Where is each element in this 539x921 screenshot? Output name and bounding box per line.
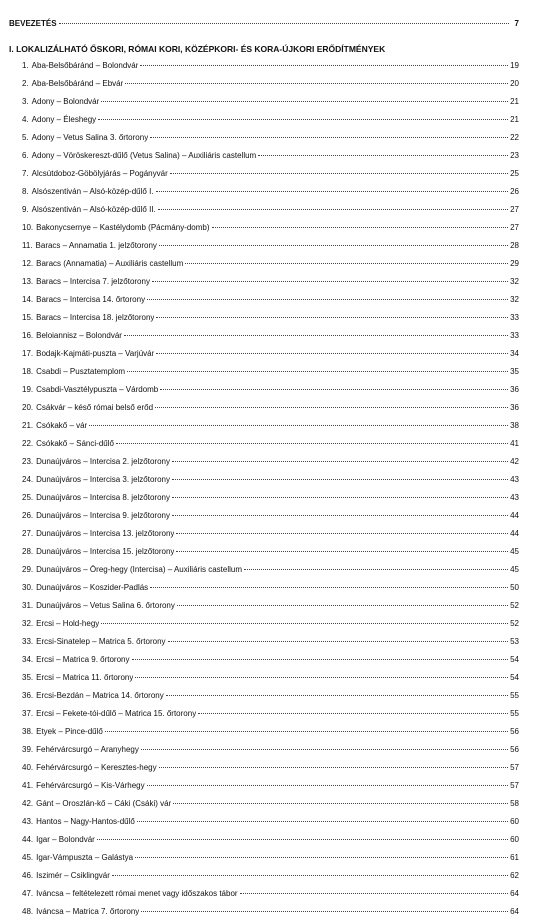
toc-entry-page: 25: [510, 169, 519, 178]
toc-entry-label: [22, 813, 135, 831]
intro-page: 7: [514, 19, 519, 28]
dot-leader: [101, 623, 508, 624]
toc-entry-title: Dunaújváros – Vetus Salina 6. őrtorony: [36, 601, 175, 610]
toc-entry-page: 45: [510, 547, 519, 556]
dot-leader: [116, 443, 508, 444]
toc-entry-title: Ercsi – Hold-hegy: [36, 619, 100, 628]
toc-entry-number: 46.: [22, 871, 34, 880]
dot-leader: [240, 893, 509, 894]
toc-entry-number: 20.: [22, 403, 34, 412]
toc-entry: [9, 183, 519, 201]
toc-entry: [9, 435, 519, 453]
toc-entry-title: Csókakő – vár: [36, 421, 88, 430]
toc-entry-label: [22, 309, 154, 327]
toc-entry: [9, 309, 519, 327]
toc-entry-page: 54: [510, 673, 519, 682]
toc-entry-page: 23: [510, 151, 519, 160]
toc-entry-label: [22, 633, 166, 651]
toc-entry: [9, 795, 519, 813]
toc-entry-label: [22, 165, 168, 183]
toc-entry-title: Baracs (Annamatia) – Auxiliáris castellum: [36, 259, 184, 268]
toc-entry: [9, 525, 519, 543]
toc-entry-title: Beloiannisz – Bolondvár: [36, 331, 122, 340]
toc-entry: [9, 579, 519, 597]
toc-entry-number: 24.: [22, 475, 34, 484]
toc-entry-label: [22, 831, 95, 849]
toc-entry: [9, 777, 519, 795]
toc-entry-title: Fehérvárcsurgó – Kis-Várhegy: [36, 781, 145, 790]
toc-entry: [9, 813, 519, 831]
toc-entry-page: 60: [510, 817, 519, 826]
toc-entry-title: Dunaújváros – Öreg-hegy (Intercisa) – Auxiliáris castellum: [36, 565, 242, 574]
toc-entry-page: 21: [510, 115, 519, 124]
toc-entry-page: 33: [510, 331, 519, 340]
toc-entry-label: [22, 417, 87, 435]
toc-entry-label: [22, 849, 133, 867]
toc-entry-number: 1.: [22, 61, 29, 70]
dot-leader: [160, 389, 508, 390]
chapter-heading: [9, 41, 519, 57]
toc-entry-page: 56: [510, 745, 519, 754]
toc-entry: [9, 489, 519, 507]
toc-entry-label: [22, 795, 171, 813]
toc-entry-page: 27: [510, 223, 519, 232]
dot-leader: [98, 119, 508, 120]
toc-entry-title: Iváncsa – feltételezett római menet vagy időszakos tábor: [36, 889, 238, 898]
toc-entry-title: Dunaújváros – Intercisa 9. jelzőtorony: [36, 511, 170, 520]
toc-entry-label: [22, 669, 133, 687]
toc-entry-title: Baracs – Annamatia 1. jelzőtorony: [35, 241, 157, 250]
toc-entry-label: [22, 345, 154, 363]
toc-entry-title: Dunaújváros – Intercisa 8. jelzőtorony: [36, 493, 170, 502]
dot-leader: [137, 821, 508, 822]
toc-entry-title: Dunaújváros – Intercisa 13. jelzőtorony: [36, 529, 175, 538]
toc-entry: [9, 147, 519, 165]
toc-entry-number: 3.: [22, 97, 29, 106]
toc-entry: [9, 381, 519, 399]
toc-entry-title: Dunaújváros – Koszider-Padlás: [36, 583, 149, 592]
dot-leader: [112, 875, 508, 876]
toc-entry-title: Ercsi – Fekete-tói-dűlő – Matrica 15. őrtorony: [36, 709, 197, 718]
toc-entry-page: 55: [510, 691, 519, 700]
dot-leader: [135, 857, 508, 858]
dot-leader: [89, 425, 508, 426]
toc-entry-number: 34.: [22, 655, 34, 664]
dot-leader: [244, 569, 508, 570]
toc-entry-label: [22, 183, 154, 201]
toc-entry-page: 34: [510, 349, 519, 358]
toc-entry-number: 18.: [22, 367, 34, 376]
toc-entry-page: 36: [510, 403, 519, 412]
toc-entry-number: 2.: [22, 79, 29, 88]
toc-entry-label: [22, 273, 150, 291]
toc-entry-title: Bakonycsernye – Kastélydomb (Pácmány-domb): [36, 223, 210, 232]
dot-leader: [168, 641, 509, 642]
toc-entry-page: 38: [510, 421, 519, 430]
toc-entry-title: Igar – Bolondvár: [36, 835, 95, 844]
toc-entry-list: [9, 57, 519, 921]
toc-entry-number: 13.: [22, 277, 34, 286]
toc-entry: [9, 399, 519, 417]
toc-entry-label: [22, 399, 153, 417]
toc-entry-title: Baracs – Intercisa 14. őrtorony: [36, 295, 146, 304]
toc-entry-page: 57: [510, 763, 519, 772]
toc-entry-label: [22, 363, 125, 381]
toc-entry: [9, 129, 519, 147]
toc-entry-number: 48.: [22, 907, 34, 916]
toc-entry-number: 31.: [22, 601, 34, 610]
toc-entry-title: Ercsi-Sinatelep – Matrica 5. őrtorony: [36, 637, 166, 646]
toc-intro-row: [9, 15, 519, 33]
toc-entry-label: [22, 201, 156, 219]
toc-entry-number: 5.: [22, 133, 29, 142]
toc-entry-page: 20: [510, 79, 519, 88]
toc-entry-number: 26.: [22, 511, 34, 520]
toc-entry-page: 43: [510, 475, 519, 484]
toc-entry-title: Dunaújváros – Intercisa 3. jelzőtorony: [36, 475, 170, 484]
toc-entry: [9, 219, 519, 237]
toc-entry-number: 21.: [22, 421, 34, 430]
toc-entry-number: 17.: [22, 349, 34, 358]
toc-entry-label: [22, 597, 175, 615]
toc-entry-label: [22, 219, 210, 237]
toc-entry: [9, 561, 519, 579]
toc-entry-number: 15.: [22, 313, 34, 322]
toc-entry-label: [22, 93, 99, 111]
chapter-title: I. LOKALIZÁLHATÓ ŐSKORI, RÓMAI KORI, KÖZÉPKORI- ÉS KORA-ÚJKORI ERŐDÍTMÉNYEK: [9, 44, 386, 54]
toc-entry-title: Csabdi-Vasztélypuszta – Várdomb: [36, 385, 159, 394]
toc-entry: [9, 291, 519, 309]
toc-entry: [9, 759, 519, 777]
toc-entry-page: 27: [510, 205, 519, 214]
toc-entry: [9, 723, 519, 741]
toc-entry: [9, 57, 519, 75]
toc-entry-number: 27.: [22, 529, 34, 538]
toc-entry: [9, 201, 519, 219]
toc-entry-page: 64: [510, 889, 519, 898]
toc-entry: [9, 93, 519, 111]
toc-entry: [9, 831, 519, 849]
dot-leader: [172, 497, 508, 498]
toc-entry: [9, 417, 519, 435]
toc-entry-label: [22, 57, 138, 75]
toc-entry-label: [22, 543, 174, 561]
toc-entry-page: 29: [510, 259, 519, 268]
toc-entry: [9, 507, 519, 525]
toc-entry-title: Csákvár – késő római belső erőd: [36, 403, 154, 412]
dot-leader: [159, 767, 508, 768]
dot-leader: [212, 227, 509, 228]
dot-leader: [176, 551, 508, 552]
toc-entry-page: 21: [510, 97, 519, 106]
toc-entry-number: 43.: [22, 817, 34, 826]
toc-entry-label: [22, 381, 158, 399]
toc-entry-label: [22, 111, 96, 129]
dot-leader: [258, 155, 508, 156]
dot-leader: [156, 353, 508, 354]
dot-leader: [147, 299, 508, 300]
dot-leader: [140, 65, 508, 66]
toc-entry: [9, 885, 519, 903]
toc-entry: [9, 633, 519, 651]
toc-entry-label: [22, 471, 170, 489]
toc-entry: [9, 111, 519, 129]
toc-entry-number: 40.: [22, 763, 34, 772]
toc-entry-label: [22, 777, 145, 795]
intro-label: BEVEZETÉS: [9, 19, 57, 28]
toc-entry-title: Ercsi – Matrica 11. őrtorony: [36, 673, 134, 682]
toc-entry-label: [22, 525, 174, 543]
toc-entry: [9, 363, 519, 381]
toc-entry-title: Ercsi-Bezdán – Matrica 14. őrtorony: [36, 691, 164, 700]
dot-leader: [141, 911, 508, 912]
toc-entry-number: 6.: [22, 151, 29, 160]
toc-entry-label: [22, 255, 183, 273]
toc-entry-title: Dunaújváros – Intercisa 15. jelzőtorony: [36, 547, 175, 556]
toc-entry-number: 35.: [22, 673, 34, 682]
toc-entry-number: 14.: [22, 295, 34, 304]
toc-entry: [9, 273, 519, 291]
dot-leader: [155, 407, 508, 408]
toc-entry-page: 53: [510, 637, 519, 646]
dot-leader: [150, 137, 508, 138]
toc-entry-title: Adony – Éleshegy: [31, 115, 97, 124]
toc-entry-page: 57: [510, 781, 519, 790]
toc-entry-number: 8.: [22, 187, 29, 196]
toc-entry-page: 35: [510, 367, 519, 376]
dot-leader: [173, 803, 508, 804]
toc-entry-page: 41: [510, 439, 519, 448]
toc-entry-label: [22, 453, 170, 471]
toc-entry-page: 19: [510, 61, 519, 70]
toc-entry: [9, 165, 519, 183]
toc-entry-title: Fehérvárcsurgó – Keresztes-hegy: [36, 763, 157, 772]
toc-entry-page: 62: [510, 871, 519, 880]
toc-entry-title: Alcsútdoboz-Göbölyjárás – Pogányvár: [31, 169, 168, 178]
dot-leader: [198, 713, 508, 714]
toc-entry-title: Bodajk-Kajmáti-puszta – Varjúvár: [36, 349, 155, 358]
toc-entry-title: Gánt – Oroszlán-kő – Cáki (Csáki) vár: [36, 799, 172, 808]
toc-entry: [9, 705, 519, 723]
toc-entry: [9, 237, 519, 255]
toc-entry: [9, 849, 519, 867]
toc-entry-label: [22, 75, 123, 93]
toc-entry-number: 23.: [22, 457, 34, 466]
toc-entry-label: [22, 687, 164, 705]
toc-entry-page: 44: [510, 511, 519, 520]
toc-entry-label: [22, 579, 148, 597]
toc-entry-number: 30.: [22, 583, 34, 592]
dot-leader: [147, 785, 508, 786]
dot-leader: [125, 83, 508, 84]
toc-entry-title: Adony – Bolondvár: [31, 97, 100, 106]
toc-entry-number: 32.: [22, 619, 34, 628]
dot-leader: [105, 731, 508, 732]
toc-entry: [9, 669, 519, 687]
dot-leader: [127, 371, 508, 372]
toc-entry-page: 58: [510, 799, 519, 808]
toc-entry-number: 37.: [22, 709, 34, 718]
toc-entry-label: [22, 903, 139, 921]
toc-entry-page: 43: [510, 493, 519, 502]
toc-entry-title: Etyek – Pince-dűlő: [36, 727, 103, 736]
toc-entry-number: 42.: [22, 799, 34, 808]
toc-entry-title: Alsószentiván – Alsó-közép-dűlő II.: [31, 205, 156, 214]
toc-entry-number: 28.: [22, 547, 34, 556]
dot-leader: [185, 263, 508, 264]
toc-entry-page: 32: [510, 277, 519, 286]
dot-leader: [101, 101, 508, 102]
dot-leader: [166, 695, 508, 696]
toc-entry-title: Adony – Vetus Salina 3. őrtorony: [31, 133, 149, 142]
toc-entry-label: [22, 885, 238, 903]
toc-entry: [9, 453, 519, 471]
toc-entry-number: 12.: [22, 259, 34, 268]
toc-entry-page: 64: [510, 907, 519, 916]
toc-entry: [9, 75, 519, 93]
toc-entry-number: 7.: [22, 169, 29, 178]
dot-leader: [152, 281, 508, 282]
toc-entry-label: [22, 561, 242, 579]
toc-entry-label: [22, 651, 130, 669]
toc-entry-page: 55: [510, 709, 519, 718]
toc-entry-title: Alsószentiván – Alsó-közép-dűlő I.: [31, 187, 154, 196]
toc-entry-page: 50: [510, 583, 519, 592]
toc-entry-number: 9.: [22, 205, 29, 214]
toc-entry: [9, 597, 519, 615]
toc-entry-number: 41.: [22, 781, 34, 790]
dot-leader: [156, 191, 509, 192]
toc-entry: [9, 327, 519, 345]
toc-entry-label: [22, 867, 110, 885]
toc-entry: [9, 345, 519, 363]
toc-entry-page: 33: [510, 313, 519, 322]
toc-entry-title: Aba-Belsőbáránd – Bolondvár: [31, 61, 139, 70]
toc-entry-title: Dunaújváros – Intercisa 2. jelzőtorony: [36, 457, 170, 466]
toc-entry-number: 33.: [22, 637, 34, 646]
toc-entry-number: 45.: [22, 853, 34, 862]
toc-entry-label: [22, 741, 139, 759]
toc-entry-title: Baracs – Intercisa 7. jelzőtorony: [36, 277, 150, 286]
toc-entry-number: 10.: [22, 223, 34, 232]
toc-entry-page: 44: [510, 529, 519, 538]
toc-entry-page: 28: [510, 241, 519, 250]
toc-entry-label: [22, 435, 114, 453]
toc-entry-label: [22, 615, 99, 633]
toc-entry-page: 22: [510, 133, 519, 142]
toc-entry: [9, 615, 519, 633]
toc-entry: [9, 651, 519, 669]
toc-entry-label: [22, 705, 196, 723]
toc-entry-page: 45: [510, 565, 519, 574]
toc-entry-page: 52: [510, 619, 519, 628]
toc-entry-number: 22.: [22, 439, 34, 448]
toc-entry-title: Iszimér – Csiklingvár: [36, 871, 110, 880]
toc-entry-label: [22, 237, 157, 255]
toc-entry-label: [22, 327, 122, 345]
toc-entry-number: 44.: [22, 835, 34, 844]
toc-entry-title: Aba-Belsőbáránd – Ebvár: [31, 79, 124, 88]
toc-entry-number: 38.: [22, 727, 34, 736]
toc-entry-title: Csókakő – Sánci-dűlő: [36, 439, 114, 448]
toc-entry-title: Fehérvárcsurgó – Aranyhegy: [36, 745, 139, 754]
toc-entry-number: 36.: [22, 691, 34, 700]
dot-leader: [59, 23, 509, 24]
dot-leader: [159, 245, 508, 246]
dot-leader: [170, 173, 508, 174]
toc-entry-label: [22, 147, 256, 165]
toc-entry-title: Baracs – Intercisa 18. jelzőtorony: [36, 313, 155, 322]
dot-leader: [141, 749, 508, 750]
toc-entry-number: 47.: [22, 889, 34, 898]
toc-entry-title: Csabdi – Pusztatemplom: [36, 367, 126, 376]
toc-entry-number: 16.: [22, 331, 34, 340]
toc-entry-number: 29.: [22, 565, 34, 574]
toc-entry: [9, 471, 519, 489]
toc-entry: [9, 741, 519, 759]
toc-entry-page: 54: [510, 655, 519, 664]
toc-entry-number: 4.: [22, 115, 29, 124]
dot-leader: [172, 515, 508, 516]
toc-entry: [9, 687, 519, 705]
toc-entry-number: 39.: [22, 745, 34, 754]
toc-entry-number: 25.: [22, 493, 34, 502]
dot-leader: [176, 533, 508, 534]
toc-entry-page: 61: [510, 853, 519, 862]
toc-entry-label: [22, 129, 148, 147]
toc-entry-title: Adony – Vöröskereszt-dűlő (Vetus Salina) – Auxiliáris castellum: [31, 151, 257, 160]
dot-leader: [177, 605, 508, 606]
toc-entry-title: Ercsi – Matrica 9. őrtorony: [36, 655, 130, 664]
toc-entry-page: 36: [510, 385, 519, 394]
dot-leader: [135, 677, 508, 678]
dot-leader: [158, 209, 508, 210]
dot-leader: [97, 839, 508, 840]
toc-entry-page: 52: [510, 601, 519, 610]
toc-entry-page: 26: [510, 187, 519, 196]
toc-entry-page: 42: [510, 457, 519, 466]
dot-leader: [172, 461, 508, 462]
toc-entry-title: Iváncsa – Matrica 7. őrtorony: [36, 907, 140, 916]
dot-leader: [150, 587, 508, 588]
toc-entry: [9, 255, 519, 273]
dot-leader: [124, 335, 508, 336]
toc-entry-label: [22, 291, 145, 309]
dot-leader: [172, 479, 508, 480]
dot-leader: [132, 659, 509, 660]
toc-entry-number: 19.: [22, 385, 34, 394]
toc-entry-label: [22, 723, 103, 741]
toc-entry-page: 56: [510, 727, 519, 736]
toc-entry: [9, 903, 519, 921]
toc-entry-title: Igar-Vámpuszta – Galástya: [36, 853, 134, 862]
dot-leader: [156, 317, 508, 318]
toc-entry-label: [22, 489, 170, 507]
toc-entry-page: 60: [510, 835, 519, 844]
toc-entry-label: [22, 507, 170, 525]
toc-entry-number: 11.: [22, 241, 33, 250]
toc-entry-title: Hantos – Nagy-Hantos-dűlő: [36, 817, 135, 826]
toc-entry-page: 32: [510, 295, 519, 304]
toc-entry: [9, 543, 519, 561]
toc-entry: [9, 867, 519, 885]
toc-entry-label: [22, 759, 157, 777]
